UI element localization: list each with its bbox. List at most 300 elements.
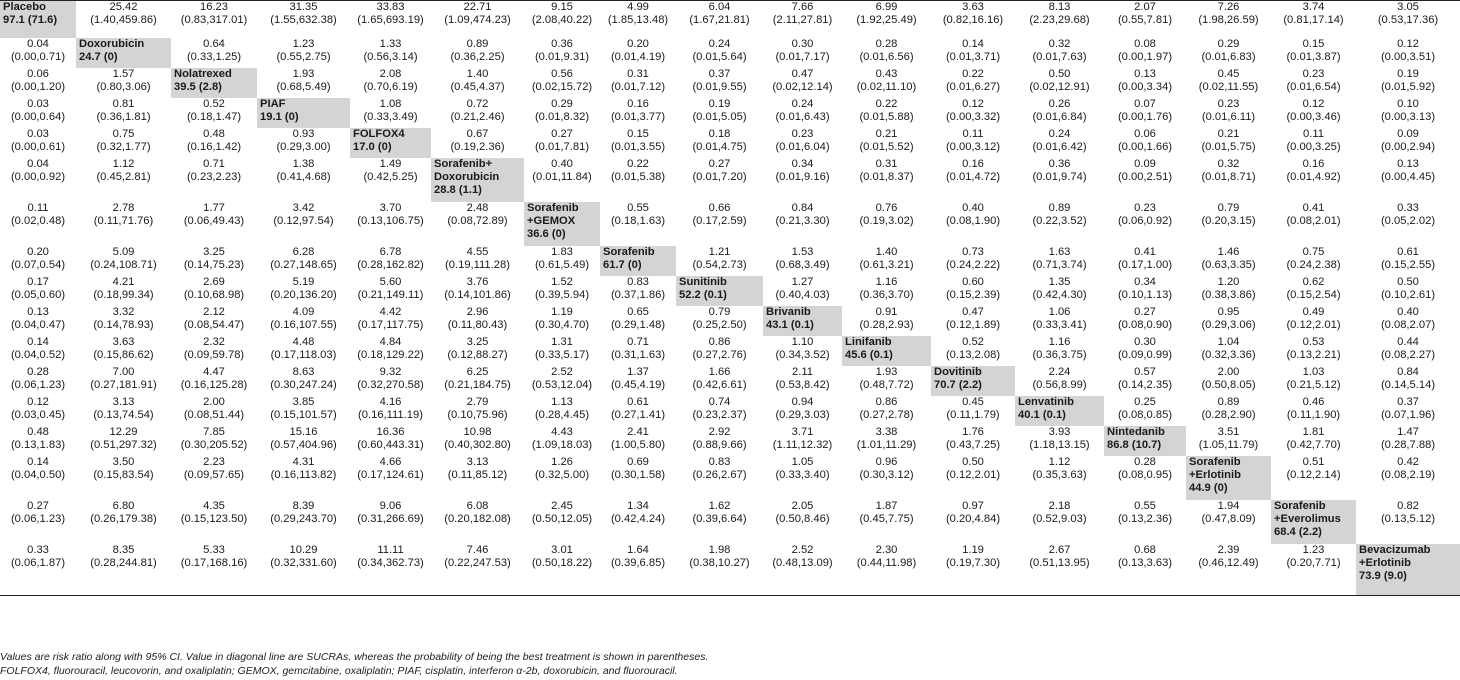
confidence-interval: (0.01,4.75) [692, 140, 747, 153]
diagonal-treatment-cell [0, 1, 76, 38]
confidence-interval: (0.08,2.01) [1286, 214, 1341, 227]
risk-ratio: 9.06 [379, 499, 402, 512]
confidence-interval: (0.01,9.31) [534, 50, 590, 63]
risk-ratio-cell [350, 68, 431, 98]
risk-ratio: 1.40 [875, 245, 898, 258]
risk-ratio: 1.31 [551, 335, 573, 348]
risk-ratio-cell [524, 500, 600, 544]
risk-ratio: 0.14 [27, 335, 49, 348]
risk-ratio: 0.23 [1302, 67, 1325, 80]
confidence-interval: (0.09,57.65) [183, 468, 245, 481]
risk-ratio: 0.86 [875, 395, 898, 408]
risk-ratio: 5.60 [379, 275, 402, 288]
confidence-interval: (0.28,162.82) [357, 258, 424, 271]
risk-ratio: 1.94 [1217, 499, 1240, 512]
risk-ratio-cell [76, 426, 171, 456]
risk-ratio-cell [1186, 276, 1271, 306]
risk-ratio: 0.34 [1134, 275, 1156, 288]
confidence-interval: (0.60,443.31) [357, 438, 424, 451]
risk-ratio-cell [257, 276, 350, 306]
risk-ratio: 0.97 [962, 499, 984, 512]
risk-ratio: 8.13 [1048, 1, 1071, 13]
treatment-name: +Erlotinib [1189, 468, 1241, 481]
risk-ratio-cell [1271, 276, 1356, 306]
table-row [0, 456, 1460, 500]
risk-ratio: 0.28 [27, 365, 49, 378]
treatment-name: +Erlotinib [1359, 556, 1411, 569]
risk-ratio: 2.67 [1048, 543, 1071, 556]
diagonal-treatment-cell [1015, 396, 1104, 426]
risk-ratio: 0.24 [1048, 127, 1071, 140]
treatment-name: FOLFOX4 [353, 127, 405, 140]
confidence-interval: (0.01,3.87) [1286, 50, 1341, 63]
risk-ratio: 2.39 [1217, 543, 1240, 556]
confidence-interval: (0.01,9.16) [775, 170, 830, 183]
treatment-name: Doxorubicin [434, 170, 500, 183]
risk-ratio-cell [1015, 306, 1104, 336]
risk-ratio-cell [1271, 38, 1356, 68]
table-footnotes [0, 650, 1460, 678]
risk-ratio-cell [0, 366, 76, 396]
risk-ratio-cell [76, 396, 171, 426]
risk-ratio: 1.83 [551, 245, 573, 258]
confidence-interval: (0.32,270.58) [357, 378, 424, 391]
risk-ratio-cell [1356, 456, 1460, 500]
risk-ratio-cell [431, 426, 524, 456]
risk-ratio: 4.99 [627, 1, 649, 13]
risk-ratio: 25.42 [109, 1, 138, 13]
risk-ratio: 8.39 [292, 499, 315, 512]
risk-ratio-cell [350, 366, 431, 396]
risk-ratio: 0.40 [551, 157, 573, 170]
risk-ratio: 0.84 [791, 201, 814, 214]
confidence-interval: (0.27,2.78) [859, 408, 914, 421]
risk-ratio-cell [1186, 98, 1271, 128]
risk-ratio-cell [842, 68, 931, 98]
risk-ratio-cell [1015, 158, 1104, 202]
risk-ratio-cell [676, 158, 763, 202]
risk-ratio: 2.23 [203, 455, 225, 468]
sucra-value: 43.1 (0.1) [766, 318, 814, 331]
confidence-interval: (0.14,75.23) [183, 258, 245, 271]
risk-ratio-cell [931, 246, 1015, 276]
sucra-value: 44.9 (0) [1189, 481, 1228, 494]
risk-ratio-cell [0, 396, 76, 426]
footnote-abbreviations: FOLFOX4, fluorouracil, leucovorin, and oxaliplatin; GEMOX, gemcitabine, oxaliplatin; PIAF, cisplatin, interferon α-2b, doxorubicin, and fluorouracil. [0, 665, 678, 677]
risk-ratio: 0.18 [708, 127, 731, 140]
confidence-interval: (0.39,6.85) [610, 556, 666, 569]
confidence-interval: (0.01,6.11) [1201, 110, 1256, 123]
confidence-interval: (0.04,0.47) [10, 318, 66, 331]
risk-ratio-cell [1104, 306, 1186, 336]
confidence-interval: (0.29,243.70) [270, 512, 337, 525]
risk-ratio-cell [1015, 544, 1104, 596]
confidence-interval: (0.01,3.71) [945, 50, 1001, 63]
risk-ratio-cell [76, 128, 171, 158]
risk-ratio: 0.83 [708, 455, 731, 468]
risk-ratio-cell [931, 158, 1015, 202]
risk-ratio: 0.51 [1302, 455, 1325, 468]
risk-ratio: 0.89 [1048, 201, 1071, 214]
risk-ratio: 0.31 [627, 67, 649, 80]
risk-ratio-cell [350, 38, 431, 68]
confidence-interval: (0.46,12.49) [1198, 556, 1259, 569]
risk-ratio: 0.43 [875, 67, 898, 80]
confidence-interval: (1.00,5.80) [610, 438, 666, 451]
risk-ratio: 5.19 [292, 275, 315, 288]
risk-ratio-cell [76, 306, 171, 336]
confidence-interval: (0.31,266.69) [357, 512, 424, 525]
risk-ratio: 0.86 [708, 335, 731, 348]
risk-ratio: 0.95 [1217, 305, 1240, 318]
risk-ratio: 8.63 [292, 365, 315, 378]
confidence-interval: (0.17,1.00) [1117, 258, 1173, 271]
risk-ratio: 0.09 [1397, 127, 1419, 140]
risk-ratio: 0.27 [551, 127, 573, 140]
risk-ratio-cell [0, 202, 76, 246]
treatment-name: Placebo [3, 1, 46, 13]
confidence-interval: (0.00,4.45) [1380, 170, 1436, 183]
risk-ratio-cell [763, 456, 842, 500]
risk-ratio: 0.57 [1134, 365, 1156, 378]
risk-ratio: 0.71 [627, 335, 649, 348]
risk-ratio: 6.99 [875, 1, 898, 13]
risk-ratio-cell [763, 426, 842, 456]
risk-ratio-cell [1356, 98, 1460, 128]
treatment-name: Nolatrexed [174, 67, 232, 80]
confidence-interval: (0.35,3.63) [1032, 468, 1087, 481]
risk-ratio-cell [600, 202, 676, 246]
risk-ratio-cell [431, 246, 524, 276]
confidence-interval: (0.08,2.27) [1380, 348, 1436, 361]
risk-ratio-cell [1104, 276, 1186, 306]
sucra-value: 28.8 (1.1) [434, 183, 482, 196]
confidence-interval: (0.10,1.13) [1117, 288, 1173, 301]
confidence-interval: (0.26,2.67) [692, 468, 747, 481]
risk-ratio-cell [1104, 366, 1186, 396]
confidence-interval: (0.39,5.94) [534, 288, 590, 301]
confidence-interval: (0.42,5.25) [363, 170, 418, 183]
risk-ratio-cell [171, 98, 257, 128]
risk-ratio: 1.26 [551, 455, 573, 468]
confidence-interval: (0.20,7.71) [1286, 556, 1341, 569]
confidence-interval: (0.02,0.48) [10, 214, 66, 227]
risk-ratio: 0.76 [875, 201, 898, 214]
confidence-interval: (0.41,4.68) [276, 170, 331, 183]
risk-ratio: 0.50 [1397, 275, 1419, 288]
confidence-interval: (0.08,2.19) [1380, 468, 1436, 481]
risk-ratio-cell [0, 276, 76, 306]
risk-ratio-cell [1015, 366, 1104, 396]
risk-ratio-cell [676, 456, 763, 500]
confidence-interval: (1.11,12.32) [772, 438, 833, 451]
confidence-interval: (0.36,2.25) [450, 50, 505, 63]
risk-ratio-cell [1356, 128, 1460, 158]
risk-ratio-cell [931, 456, 1015, 500]
confidence-interval: (0.56,3.14) [363, 50, 418, 63]
risk-ratio: 2.92 [708, 425, 731, 438]
risk-ratio-cell [431, 68, 524, 98]
sucra-value: 52.2 (0.1) [679, 288, 727, 301]
risk-ratio-cell [1015, 68, 1104, 98]
treatment-name: Nintedanib [1107, 425, 1165, 438]
confidence-interval: (0.20,4.84) [945, 512, 1001, 525]
risk-ratio-cell [431, 500, 524, 544]
risk-ratio: 0.40 [962, 201, 984, 214]
risk-ratio-cell [1186, 544, 1271, 596]
risk-ratio: 0.33 [1397, 201, 1419, 214]
confidence-interval: (0.13,74.54) [93, 408, 154, 421]
diagonal-treatment-cell [76, 38, 171, 68]
risk-ratio: 10.98 [463, 425, 492, 438]
risk-ratio: 0.11 [1303, 127, 1324, 140]
risk-ratio-cell [350, 396, 431, 426]
confidence-interval: (0.36,1.81) [96, 110, 151, 123]
risk-ratio: 0.09 [1134, 157, 1156, 170]
risk-ratio-cell [1356, 202, 1460, 246]
confidence-interval: (0.61,3.21) [859, 258, 914, 271]
risk-ratio: 0.21 [875, 127, 898, 140]
risk-ratio-cell [1271, 1, 1356, 38]
risk-ratio-cell [600, 396, 676, 426]
risk-ratio: 1.64 [627, 543, 649, 556]
risk-ratio: 3.32 [112, 305, 135, 318]
treatment-name: Sorafenib [1189, 455, 1241, 468]
risk-ratio: 3.50 [112, 455, 135, 468]
risk-ratio: 3.63 [962, 1, 984, 13]
confidence-interval: (0.01,6.83) [1201, 50, 1256, 63]
risk-ratio: 0.68 [1134, 543, 1156, 556]
risk-ratio: 2.96 [466, 305, 489, 318]
confidence-interval: (0.19,7.30) [945, 556, 1001, 569]
confidence-interval: (0.30,4.70) [534, 318, 590, 331]
risk-ratio: 3.25 [203, 245, 225, 258]
risk-ratio-cell [524, 456, 600, 500]
confidence-interval: (0.06,1.23) [10, 378, 66, 391]
risk-ratio-cell [1356, 306, 1460, 336]
confidence-interval: (0.01,6.43) [775, 110, 830, 123]
risk-ratio: 1.08 [379, 97, 402, 110]
risk-ratio: 2.07 [1134, 1, 1156, 13]
risk-ratio: 7.66 [791, 1, 814, 13]
risk-ratio-cell [1104, 1, 1186, 38]
risk-ratio-cell [763, 158, 842, 202]
risk-ratio: 0.20 [627, 37, 649, 50]
confidence-interval: (0.27,148.65) [270, 258, 337, 271]
confidence-interval: (0.01,3.77) [610, 110, 666, 123]
risk-ratio: 0.37 [1397, 395, 1419, 408]
risk-ratio-cell [676, 128, 763, 158]
confidence-interval: (0.30,1.58) [610, 468, 666, 481]
risk-ratio: 1.20 [1217, 275, 1240, 288]
risk-ratio: 3.13 [112, 395, 135, 408]
confidence-interval: (2.23,29.68) [1029, 14, 1090, 26]
risk-ratio-cell [171, 366, 257, 396]
confidence-interval: (0.11,1.79) [946, 408, 1000, 421]
risk-ratio-cell [1104, 336, 1186, 366]
risk-ratio-cell [763, 396, 842, 426]
confidence-interval: (0.14,2.35) [1117, 378, 1173, 391]
risk-ratio: 0.23 [1217, 97, 1240, 110]
risk-ratio: 33.83 [376, 1, 405, 13]
risk-ratio-cell [171, 426, 257, 456]
confidence-interval: (0.12,2.01) [1286, 318, 1341, 331]
confidence-interval: (0.00,0.92) [10, 170, 66, 183]
risk-ratio-cell [1356, 426, 1460, 456]
confidence-interval: (0.28,2.93) [859, 318, 914, 331]
risk-ratio: 0.27 [708, 157, 731, 170]
risk-ratio: 1.33 [379, 37, 402, 50]
risk-ratio: 1.47 [1397, 425, 1419, 438]
risk-ratio: 0.10 [1397, 97, 1419, 110]
risk-ratio-cell [257, 68, 350, 98]
treatment-name: Bevacizumab [1359, 543, 1431, 556]
risk-ratio: 4.21 [112, 275, 135, 288]
risk-ratio-cell [1356, 158, 1460, 202]
risk-ratio: 2.41 [627, 425, 649, 438]
confidence-interval: (0.15,2.54) [1286, 288, 1341, 301]
confidence-interval: (0.21,184.75) [444, 378, 511, 391]
confidence-interval: (0.00,3.51) [1380, 50, 1436, 63]
risk-ratio: 1.93 [875, 365, 898, 378]
risk-ratio-cell [600, 336, 676, 366]
confidence-interval: (1.55,632.38) [270, 14, 337, 26]
risk-ratio-cell [600, 306, 676, 336]
confidence-interval: (0.68,3.49) [775, 258, 830, 271]
confidence-interval: (0.04,0.50) [10, 468, 66, 481]
risk-ratio-cell [171, 202, 257, 246]
confidence-interval: (0.13,3.63) [1117, 556, 1173, 569]
confidence-interval: (0.83,317.01) [180, 14, 248, 26]
confidence-interval: (0.00,3.32) [945, 110, 1001, 123]
table-row [0, 276, 1460, 306]
risk-ratio: 1.62 [708, 499, 731, 512]
risk-ratio: 0.84 [1397, 365, 1419, 378]
risk-ratio: 1.34 [627, 499, 649, 512]
risk-ratio: 6.80 [112, 499, 135, 512]
confidence-interval: (0.42,6.61) [692, 378, 747, 391]
risk-ratio: 0.33 [27, 543, 49, 556]
confidence-interval: (0.18,129.22) [357, 348, 424, 361]
risk-ratio-cell [350, 336, 431, 366]
risk-ratio: 4.09 [292, 305, 315, 318]
risk-ratio: 4.66 [379, 455, 402, 468]
confidence-interval: (0.09,0.99) [1117, 348, 1173, 361]
risk-ratio-cell [1271, 246, 1356, 276]
confidence-interval: (0.12,97.54) [273, 214, 334, 227]
confidence-interval: (0.08,51.44) [183, 408, 245, 421]
risk-ratio-cell [350, 158, 431, 202]
confidence-interval: (0.01,6.27) [945, 80, 1001, 93]
diagonal-treatment-cell [257, 98, 350, 128]
risk-ratio: 0.47 [962, 305, 984, 318]
risk-ratio-cell [1104, 544, 1186, 596]
risk-ratio: 0.30 [791, 37, 814, 50]
risk-ratio-cell [676, 500, 763, 544]
risk-ratio: 0.28 [1134, 455, 1156, 468]
risk-ratio: 1.27 [791, 275, 814, 288]
confidence-interval: (0.61,5.49) [534, 258, 590, 271]
risk-ratio-cell [676, 396, 763, 426]
confidence-interval: (0.23,2.23) [186, 170, 242, 183]
treatment-name: Sunitinib [679, 275, 727, 288]
confidence-interval: (0.01,4.19) [610, 50, 666, 63]
risk-ratio: 0.61 [627, 395, 649, 408]
risk-ratio-cell [1015, 426, 1104, 456]
sucra-value: 36.6 (0) [527, 227, 566, 240]
risk-ratio: 0.65 [627, 305, 649, 318]
risk-ratio-cell [676, 306, 763, 336]
risk-ratio-cell [1271, 202, 1356, 246]
risk-ratio: 1.19 [962, 543, 984, 556]
risk-ratio-cell [350, 202, 431, 246]
risk-ratio-cell [931, 68, 1015, 98]
risk-ratio: 12.29 [109, 425, 138, 438]
risk-ratio: 11.11 [377, 543, 404, 556]
risk-ratio-cell [524, 426, 600, 456]
risk-ratio-cell [1104, 68, 1186, 98]
risk-ratio-cell [524, 544, 600, 596]
risk-ratio: 1.13 [551, 395, 573, 408]
risk-ratio-cell [257, 38, 350, 68]
risk-ratio-cell [431, 396, 524, 426]
confidence-interval: (0.16,111.19) [358, 408, 423, 421]
confidence-interval: (0.11,71.76) [93, 214, 154, 227]
risk-ratio-cell [1186, 246, 1271, 276]
risk-ratio-cell [524, 246, 600, 276]
confidence-interval: (0.13,2.08) [945, 348, 1001, 361]
risk-ratio-cell [257, 158, 350, 202]
confidence-interval: (0.06,1.23) [10, 512, 66, 525]
risk-ratio-cell [1356, 336, 1460, 366]
risk-ratio: 0.91 [875, 305, 898, 318]
confidence-interval: (0.30,205.52) [180, 438, 248, 451]
risk-ratio-cell [0, 456, 76, 500]
table-row [0, 98, 1460, 128]
confidence-interval: (1.67,21.81) [689, 14, 750, 26]
risk-ratio: 0.55 [627, 201, 649, 214]
risk-ratio-cell [842, 38, 931, 68]
risk-ratio-cell [763, 68, 842, 98]
confidence-interval: (0.26,179.38) [90, 512, 157, 525]
risk-ratio: 7.46 [466, 543, 489, 556]
risk-ratio: 0.89 [466, 37, 489, 50]
risk-ratio-cell [431, 336, 524, 366]
risk-ratio: 0.13 [1134, 67, 1156, 80]
confidence-interval: (0.17,124.61) [357, 468, 424, 481]
confidence-interval: (0.21,5.12) [1286, 378, 1341, 391]
risk-ratio: 0.74 [708, 395, 731, 408]
risk-ratio-cell [524, 98, 600, 128]
risk-ratio: 0.08 [1134, 37, 1156, 50]
confidence-interval: (1.40,459.86) [90, 14, 157, 26]
confidence-interval: (0.82,16.16) [942, 14, 1004, 26]
risk-ratio-cell [1271, 98, 1356, 128]
diagonal-treatment-cell [842, 336, 931, 366]
confidence-interval: (0.24,2.22) [945, 258, 1001, 271]
risk-ratio: 3.51 [1217, 425, 1240, 438]
risk-ratio-cell [600, 1, 676, 38]
confidence-interval: (0.01,4.92) [1286, 170, 1341, 183]
table-row [0, 68, 1460, 98]
risk-ratio: 3.70 [379, 201, 402, 214]
risk-ratio-cell [76, 158, 171, 202]
confidence-interval: (0.53,17.36) [1377, 14, 1439, 26]
risk-ratio-cell [600, 426, 676, 456]
risk-ratio-cell [171, 128, 257, 158]
confidence-interval: (0.00,0.64) [10, 110, 66, 123]
confidence-interval: (0.53,8.42) [775, 378, 830, 391]
